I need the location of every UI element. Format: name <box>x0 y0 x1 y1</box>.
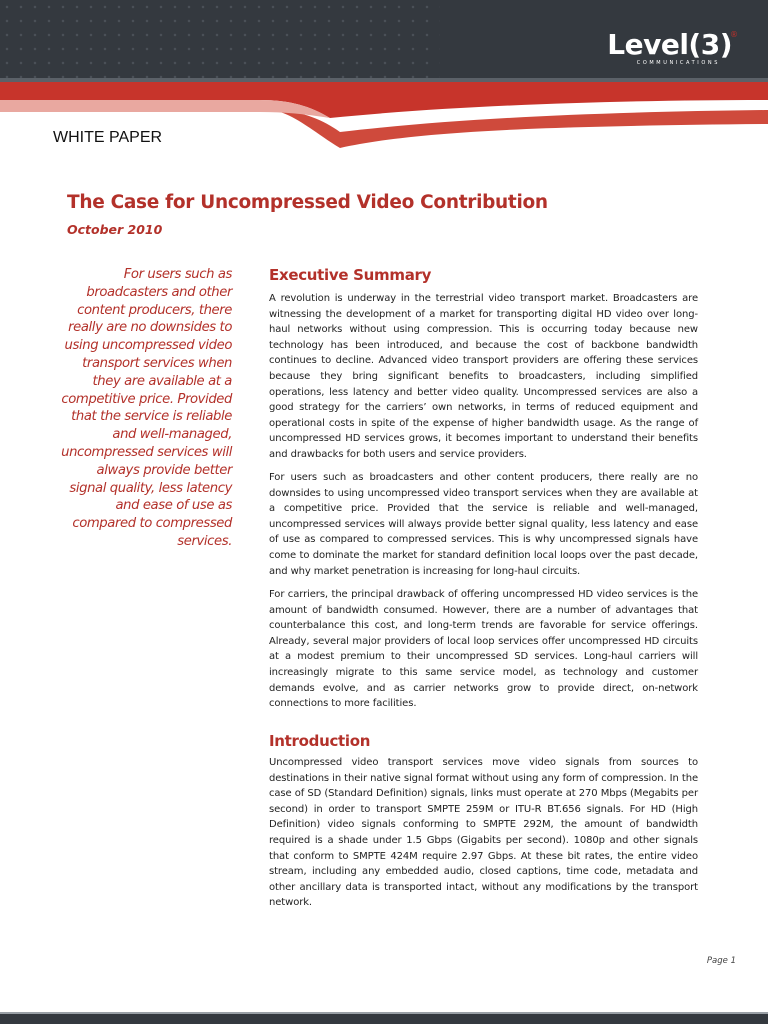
logo-subtitle: COMMUNICATIONS <box>636 60 720 66</box>
document-date: October 2010 <box>67 222 163 237</box>
document-type-label: WHITE PAPER <box>53 129 163 146</box>
executive-summary-heading: Executive Summary <box>269 266 432 284</box>
pull-quote: For users such as broadcasters and other content producers, there really are no downsides to using uncompressed video transport services when they are available at a competitive price. Provided that the service is reliable and well-managed, uncompressed services will always provide better signal quality, less latency and ease of use as compared to compressed services. <box>61 267 232 549</box>
page-number: Page 1 <box>706 956 736 966</box>
dot-pattern <box>0 0 440 80</box>
red-swoosh-graphic <box>0 78 768 168</box>
introduction-paragraph-1: Uncompressed video transport services move video signals from sources to destinations in their native signal format without using any form of compression. In the case of SD (Standard Definition) signals, links must operate at 270 Mbps (Megabits per second) in order to transport SMPTE 259M or ITU-R BT.656 signals. For HD (High Definition) video signals conforming to SMPTE 292M, the amount of bandwidth required is a shade under 1.5 Gbps (Gigabits per second). 1080p and other signals that conform to SMPTE 424M require 2.97 Gbps. At these bit rates, the entire video stream, including any embedded audio, closed captions, time code, metadata and other ancillary data is transported intact, without any modifications by the transport network. <box>269 757 698 909</box>
registered-mark: ® <box>730 30 738 39</box>
executive-summary-paragraph-2: For users such as broadcasters and other content producers, there really are no downsides to using uncompressed video transport services when they are available at a competitive price. Provided that the service is reliable and well-managed, uncompressed services will always provide better signal quality, less latency and ease of use as compared to compressed services. This is why uncompressed signals have come to dominate the market for standard definition local loops over the past decade, and why market penetration is increasing for long-haul circuits. <box>269 472 698 577</box>
executive-summary-paragraph-1: A revolution is underway in the terrestrial video transport market. Broadcasters are witnessing the development of a market for transporting digital HD video over long-haul networks without using compression. This is occurring today because new technology has been introduced, and because the cost of backbone bandwidth continues to decline. Advanced video transport providers are offering these services because they bring significant benefits to broadcasters, including simplified operations, less latency and better video quality. Uncompressed services are also a good strategy for the carriers’ own networks, in terms of reduced equipment and operational costs in spite of the expense of higher bandwidth usage. As the range of uncompressed HD services grows, it becomes important to understand their benefits and drawbacks for both users and service providers. <box>269 293 698 460</box>
executive-summary-paragraph-3: For carriers, the principal drawback of offering uncompressed HD video services is the amount of bandwidth consumed. However, there are a number of advantages that counterbalance this cost, and long-term trends are favorable for service offerings. Already, several major providers of local loop services offer uncompressed HD circuits at a modest premium to their uncompressed SD services. Long-haul carriers will increasingly migrate to this same service model, as technology and customer demands evolve, and as carrier networks grow to provide direct, on-network connections to more facilities. <box>269 589 698 710</box>
level3-logo: Level(3) <box>607 28 732 61</box>
footer-band <box>0 1014 768 1024</box>
document-title: The Case for Uncompressed Video Contribution <box>67 192 548 213</box>
introduction-heading: Introduction <box>269 732 371 750</box>
header-band <box>0 0 768 80</box>
